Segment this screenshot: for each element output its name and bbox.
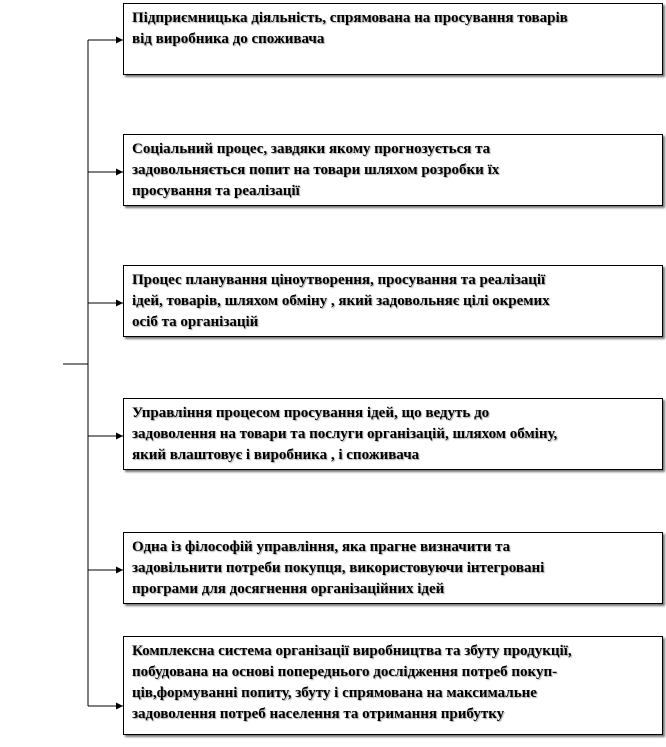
definition-box-2-line-3: просування та реалізації bbox=[132, 183, 300, 199]
definition-box-3-line-3: осіб та організацій bbox=[132, 314, 259, 330]
definition-box-1-line-2: від виробника до споживача bbox=[132, 31, 325, 47]
definition-box-4 bbox=[123, 398, 663, 470]
definition-box-2-line-1: Соціальний процес, завдяки якому прогнозується та bbox=[132, 141, 491, 157]
definition-box-6 bbox=[123, 636, 663, 735]
definition-box-4-line-2: задоволення на товари та послуги організацій, шляхом обміну, bbox=[132, 426, 558, 442]
definition-box-3-line-1: Процес планування ціноутворення, просування та реалізації bbox=[132, 272, 546, 288]
definition-box-1 bbox=[123, 3, 663, 75]
definition-box-4-line-3: який влаштовує і виробника , і споживача bbox=[132, 447, 420, 463]
definition-box-6-line-3: ців,формуванні попиту, збуту і спрямована на максимальне bbox=[132, 685, 537, 701]
definition-box-3-line-2: ідей, товарів, шляхом обміну , який задовольняє цілі окремих bbox=[132, 293, 550, 309]
definition-box-4-line-1: Управління процесом просування ідей, що ведуть до bbox=[132, 405, 490, 421]
definition-box-3 bbox=[123, 265, 663, 337]
definition-box-6-line-2: побудована на основі попереднього дослідження потреб покуп- bbox=[132, 664, 558, 680]
definition-box-1-line-1: Підприємницька діяльність, спрямована на просування товарів bbox=[132, 10, 568, 26]
definition-box-6-line-1: Комплексна система організації виробництва та збуту продукції, bbox=[132, 643, 572, 659]
definition-box-2-line-2: задовольняється попит на товари шляхом розробки їх bbox=[132, 162, 500, 178]
definition-box-5-line-1: Одна із філософій управління, яка прагне визначити та bbox=[132, 539, 511, 555]
definition-box-5-line-3: програми для досягнення організаційних ідей bbox=[132, 581, 445, 597]
definition-box-6-line-4: задоволення потреб населення та отримання прибутку bbox=[132, 706, 505, 722]
definition-box-5-line-2: задовільнити потреби покупця, використовуючи інтегровані bbox=[132, 560, 545, 576]
definition-box-2 bbox=[123, 134, 663, 206]
definition-box-5 bbox=[123, 532, 663, 604]
